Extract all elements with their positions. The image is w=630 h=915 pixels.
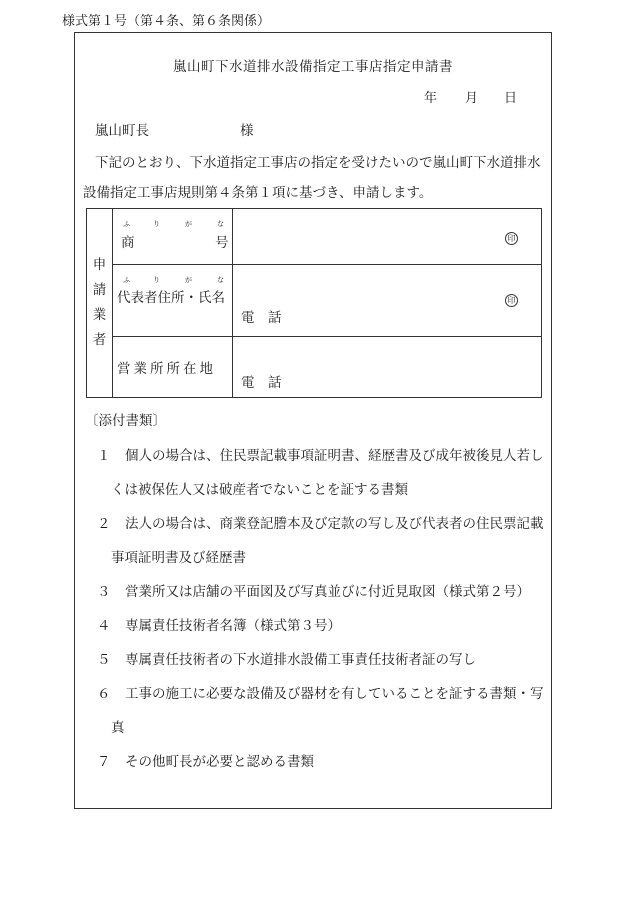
attachments-heading: 〔添付書類〕 — [85, 413, 166, 429]
representative-label: 代表者住所・氏名 — [117, 290, 225, 306]
date-year: 年 — [424, 91, 438, 106]
addressee-name: 嵐山町長 — [95, 123, 149, 139]
request-line-2: 設備指定工事店規則第４条第１項に基づき、申請します。 — [83, 185, 433, 201]
item-number: ７ — [97, 754, 111, 770]
addressee-honorific: 様 — [240, 123, 254, 139]
item-text: 営業所又は店舗の平面図及び写真並びに付近見取図（様式第２号） — [125, 584, 530, 600]
furigana-fu: ふ — [123, 220, 130, 228]
trade-name-value-cell[interactable] — [233, 209, 542, 265]
item-text: 法人の場合は、商業登記謄本及び定款の写し及び代表者の住民票記載 — [125, 516, 544, 532]
item-text-continued: 真 — [111, 720, 125, 736]
application-form — [74, 32, 552, 809]
form-number-label: 様式第１号（第４条、第６条関係） — [62, 14, 271, 29]
furigana-ga: が — [185, 220, 192, 228]
furigana-fu: ふ — [123, 276, 130, 284]
item-text: 専属責任技術者名簿（様式第３号） — [125, 618, 341, 634]
seal-mark: 印 — [505, 232, 518, 245]
item-number: ３ — [97, 584, 111, 600]
representative-label-cell — [113, 265, 233, 337]
item-number: ６ — [97, 686, 111, 702]
item-text: その他町長が必要と認める書類 — [125, 754, 314, 770]
applicant-label-cell — [87, 209, 113, 398]
date-day: 日 — [504, 91, 518, 106]
item-text-continued: 事項証明書及び経歴書 — [111, 550, 246, 566]
office-label-cell — [113, 337, 233, 398]
item-number: ４ — [97, 618, 111, 634]
furigana-ri: り — [153, 220, 160, 228]
trade-name-char-2: 号 — [215, 235, 229, 251]
office-location-label: 営業所所在地 — [117, 361, 216, 377]
applicant-table — [86, 208, 542, 398]
item-text-continued: くは被保佐人又は破産者でないことを証する書類 — [111, 482, 408, 498]
furigana-ga: が — [185, 276, 192, 284]
representative-value-cell[interactable] — [233, 265, 542, 337]
applicant-label: 申 請 業 者 — [92, 257, 107, 348]
date-month: 月 — [465, 91, 479, 106]
item-text: 専属責任技術者の下水道排水設備工事責任技術者証の写し — [125, 652, 476, 668]
office-value-cell[interactable] — [233, 337, 542, 398]
trade-name-char-1: 商 — [121, 235, 135, 251]
item-number: １ — [97, 448, 111, 464]
item-text: 工事の施工に必要な設備及び器材を有していることを証する書類・写 — [125, 686, 544, 702]
seal-mark: 印 — [505, 294, 518, 307]
representative-phone-label: 電 話 — [241, 310, 282, 326]
item-number: ２ — [97, 516, 111, 532]
item-number: ５ — [97, 652, 111, 668]
furigana-na: な — [217, 276, 224, 284]
request-line-1: 下記のとおり、下水道指定工事店の指定を受けたいので嵐山町下水道排水 — [95, 155, 541, 171]
office-phone-label: 電 話 — [241, 375, 282, 391]
furigana-ri: り — [153, 276, 160, 284]
document-title: 嵐山町下水道排水設備指定工事店指定申請書 — [173, 59, 453, 75]
item-text: 個人の場合は、住民票記載事項証明書、経歴書及び成年被後見人若し — [125, 448, 544, 464]
trade-name-label-cell — [113, 209, 233, 265]
furigana-na: な — [217, 220, 224, 228]
